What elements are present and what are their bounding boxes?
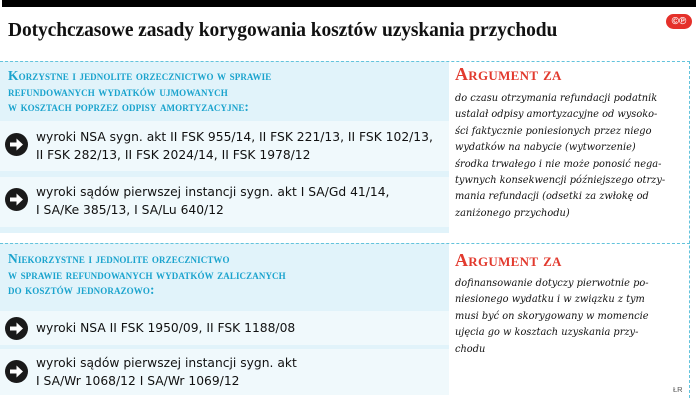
section1-item-text: wyroki sądów pierwszej instancji sygn. akt I SA/Gd 41/14, I SA/Ke 385/13, I SA/Lu 640/12 — [36, 185, 390, 217]
arrow-right-icon — [5, 317, 28, 340]
section2-item-text: wyroki NSA II FSK 1950/09, II FSK 1188/08 — [36, 321, 296, 335]
section1-heading-line: w kosztach poprzez odpisy amortyzacyjne: — [8, 99, 250, 114]
section2-heading-line: Niekorzystne i jednolite orzecznictwo — [8, 251, 230, 266]
section1-argument-title: Argument za — [455, 64, 562, 84]
section1-item-courts — [0, 177, 449, 227]
infographic-title: Dotychczasowe zasady korygowania kosztów uzyskania przychodu — [8, 20, 558, 41]
section1-item-text: wyroki NSA sygn. akt II FSK 955/14, II FSK 221/13, II FSK 102/13, II FSK 282/13, II FSK 2024/14, II FSK 1978/12 — [36, 130, 433, 162]
arrow-right-icon — [5, 188, 28, 211]
section1-argument-text: do czasu otrzymania refundacji podatnik ustalał odpisy amortyzacyjne od wysoko- ści faktycznie poniesionych przez niego wydatków na nabycie (wytworzenie) środka trwałego i nie może ponosić nega- tywnych konsekwencji późniejszego otrzy- mania refundacji (odsetki za zwłokę od zaniżonego przychodu) — [455, 93, 666, 219]
section1-divider — [0, 61, 690, 62]
section1-heading-line: Korzystne i jednolite orzecznictwo w sprawie — [8, 68, 272, 83]
arrow-right-icon — [5, 133, 28, 156]
section2-divider — [0, 243, 690, 244]
copyright-badge: ©℗ — [666, 14, 692, 29]
section2-item-text: wyroki sądów pierwszej instancji sygn. akt I SA/Wr 1068/12 I SA/Wr 1069/12 — [36, 356, 297, 388]
arrow-right-icon — [5, 360, 28, 383]
source-credit: ŁR — [673, 385, 683, 394]
section2-item-nsa — [0, 311, 449, 345]
right-border — [689, 61, 690, 398]
section2-item-courts — [0, 349, 449, 395]
top-rule — [2, 0, 696, 7]
section1-heading-line: refundowanych wydatków ujmowanych — [8, 83, 228, 99]
section1-heading — [8, 68, 271, 115]
section1-item-nsa — [0, 121, 449, 171]
section2-argument-text: dofinansowanie dotyczy pierwotnie po- niesionego wydatku i w związku z tym musi być on skorygowany w momencie ujęcia go w kosztach uzyskania przy- chodu — [455, 278, 649, 355]
section2-heading-line: do kosztów jednorazowo: — [8, 282, 155, 297]
section2-heading — [8, 251, 286, 298]
section2-argument-title: Argument za — [455, 250, 562, 270]
section2-heading-line: w sprawie refundowanych wydatków zaliczanych — [8, 266, 286, 282]
